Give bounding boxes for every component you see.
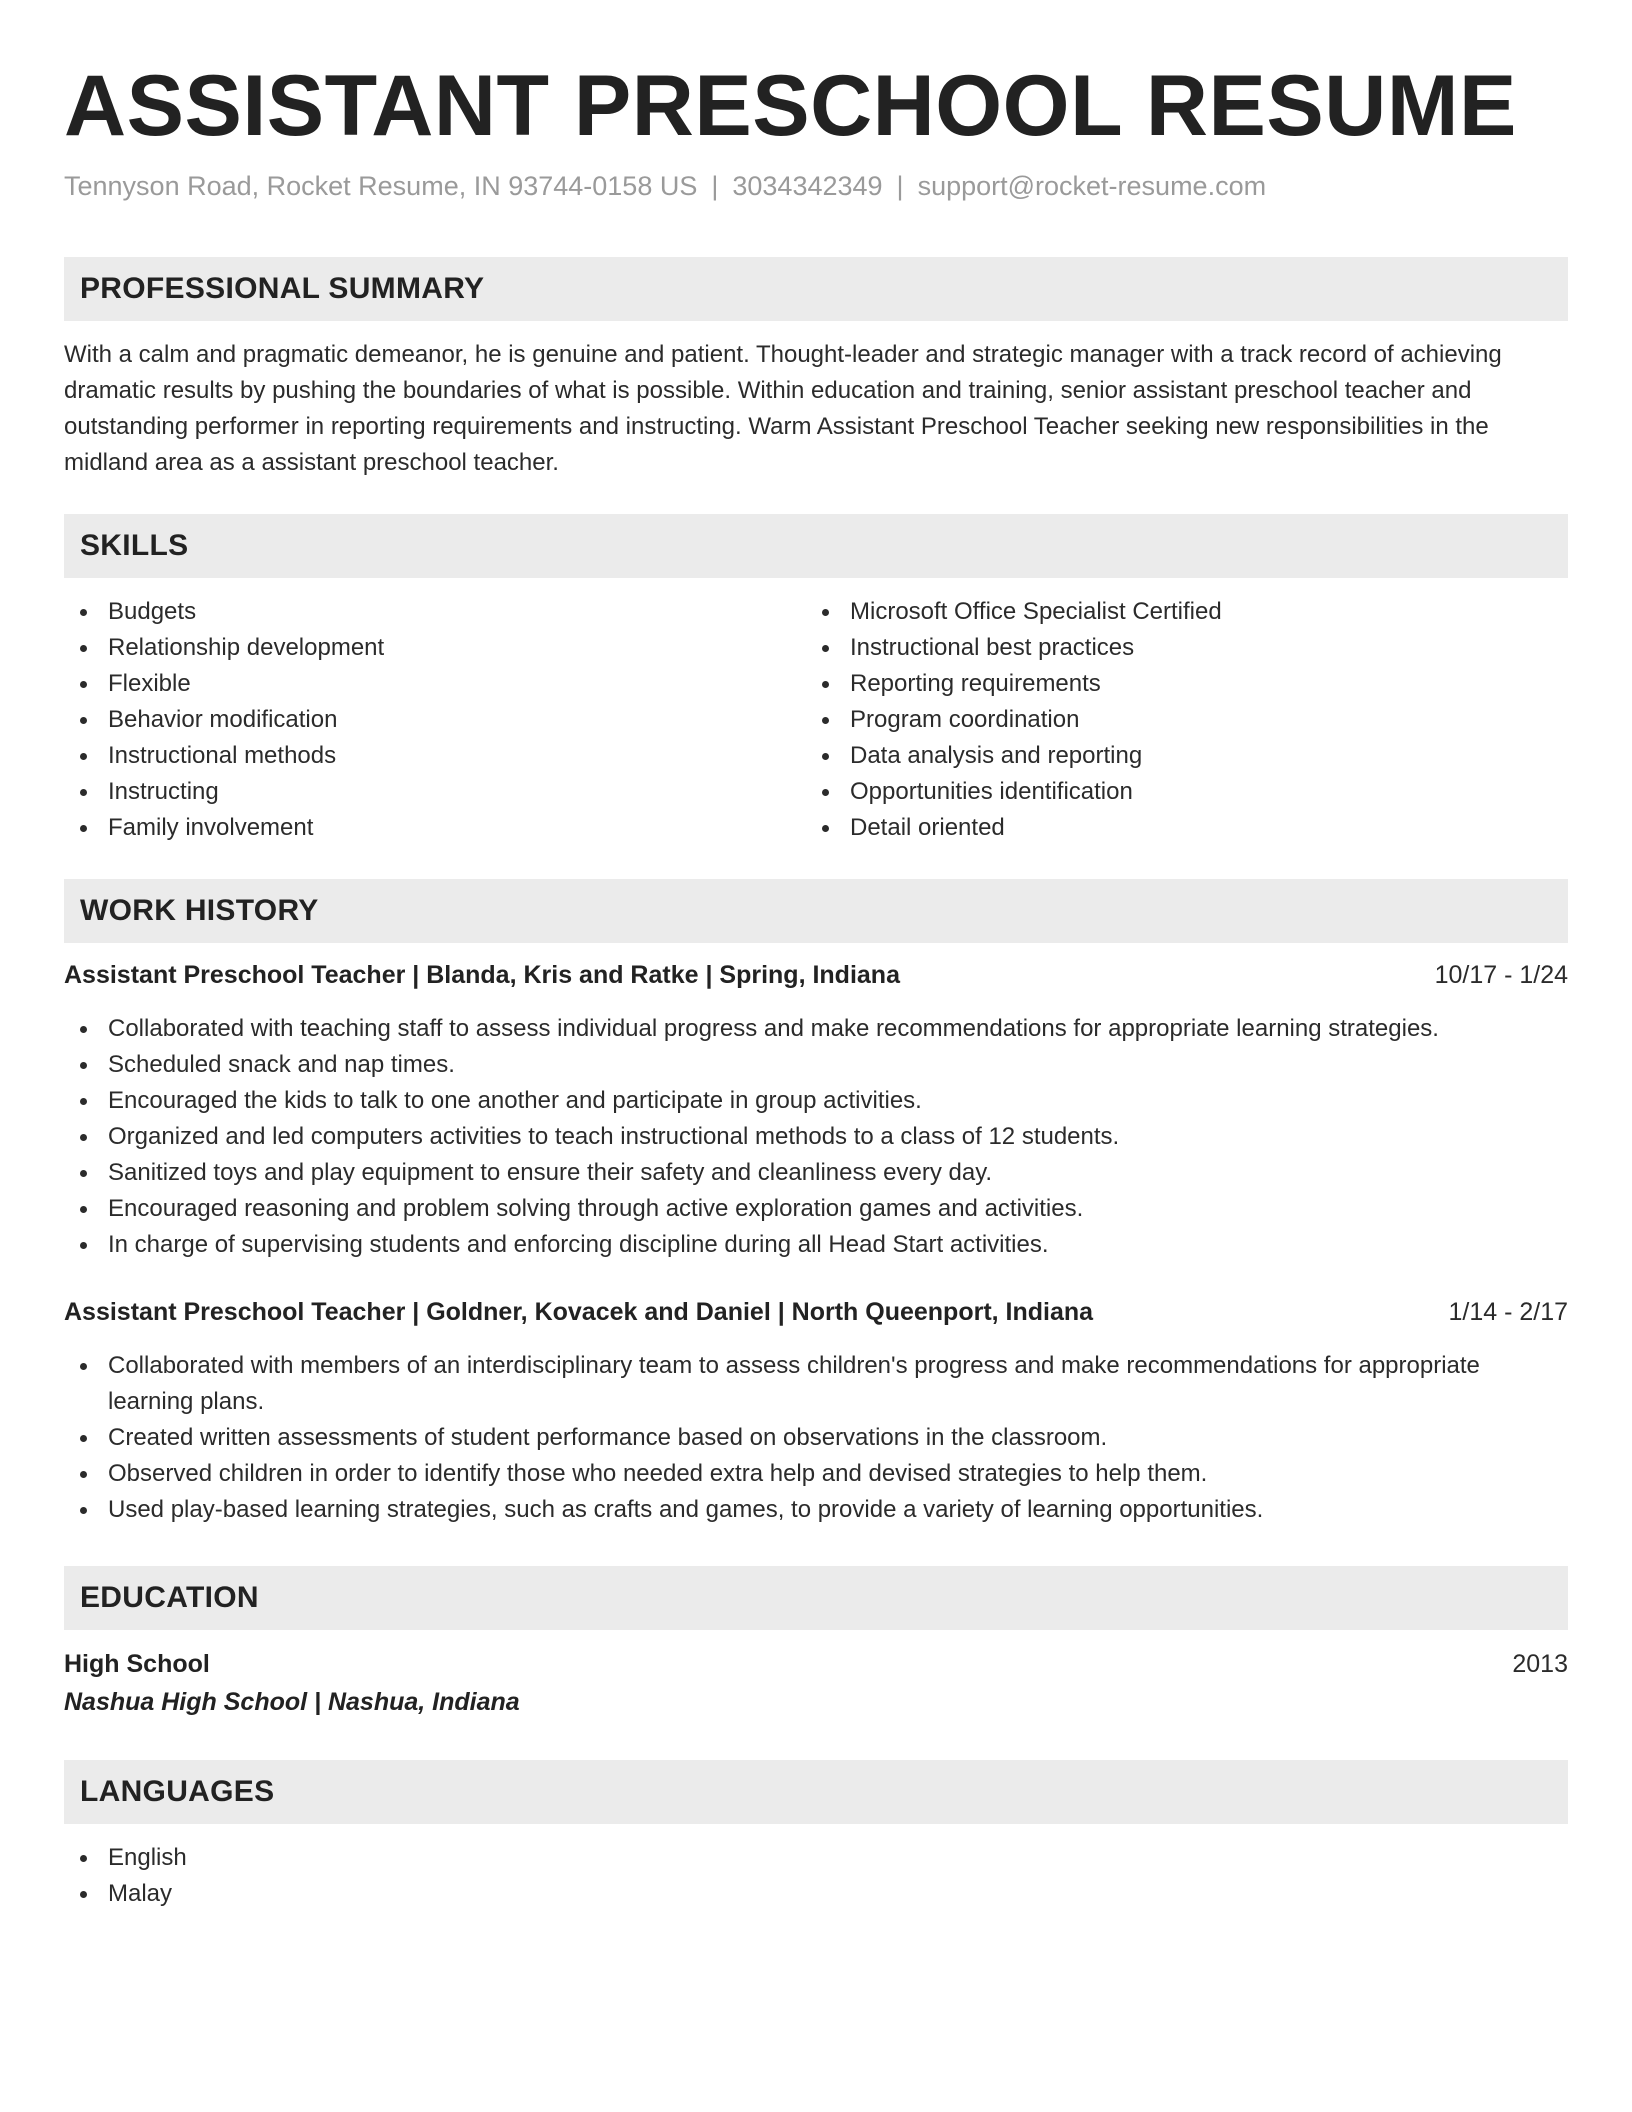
summary-heading: PROFESSIONAL SUMMARY: [64, 257, 1568, 321]
language-item: Malay: [64, 1876, 1568, 1912]
languages-heading: LANGUAGES: [64, 1760, 1568, 1824]
contact-email: support@rocket-resume.com: [917, 171, 1267, 201]
language-item: English: [64, 1840, 1568, 1876]
job-duties-list: [64, 1348, 1568, 1528]
skill-item: Opportunities identification: [806, 774, 1548, 810]
contact-separator: |: [896, 171, 904, 201]
skills-heading: SKILLS: [64, 514, 1568, 578]
contact-address: Tennyson Road, Rocket Resume, IN 93744-0158 US: [64, 171, 698, 201]
job-duty: Collaborated with teaching staff to assess individual progress and make recommendations for appropriate learning strategies.: [64, 1011, 1568, 1047]
skill-item: Instructional best practices: [806, 630, 1548, 666]
skill-item: Instructing: [64, 774, 806, 810]
job-dates: 10/17 - 1/24: [1434, 961, 1568, 989]
job-duty: Used play-based learning strategies, such as crafts and games, to provide a variety of learning opportunities.: [64, 1492, 1568, 1528]
skill-item: Instructional methods: [64, 738, 806, 774]
languages-list: [64, 1840, 1568, 1912]
job-title: Assistant Preschool Teacher | Blanda, Kris and Ratke | Spring, Indiana: [64, 961, 900, 989]
job-duty: Encouraged the kids to talk to one another and participate in group activities.: [64, 1083, 1568, 1119]
contact-line: [64, 168, 1568, 204]
contact-separator: |: [711, 171, 719, 201]
job-duty: Organized and led computers activities to teach instructional methods to a class of 12 students.: [64, 1119, 1568, 1155]
job-header: [64, 1294, 1568, 1330]
job-duty: Scheduled snack and nap times.: [64, 1047, 1568, 1083]
education-school: Nashua High School | Nashua, Indiana: [64, 1688, 520, 1716]
skills-right-list: [806, 594, 1548, 846]
skill-item: Flexible: [64, 666, 806, 702]
job-duty: In charge of supervising students and enforcing discipline during all Head Start activities.: [64, 1227, 1568, 1263]
skill-item: Data analysis and reporting: [806, 738, 1548, 774]
skill-item: Budgets: [64, 594, 806, 630]
skill-item: Relationship development: [64, 630, 806, 666]
education-year: 2013: [1512, 1650, 1568, 1678]
job-duties-list: [64, 1011, 1568, 1263]
job-title: Assistant Preschool Teacher | Goldner, Kovacek and Daniel | North Queenport, Indiana: [64, 1298, 1094, 1326]
education-degree: High School: [64, 1650, 210, 1678]
skill-item: Reporting requirements: [806, 666, 1548, 702]
job-duty: Observed children in order to identify those who needed extra help and devised strategies to help them.: [64, 1456, 1568, 1492]
skills-left-list: [64, 594, 806, 846]
job-duty: Encouraged reasoning and problem solving through active exploration games and activities.: [64, 1191, 1568, 1227]
skill-item: Family involvement: [64, 810, 806, 846]
job-duty: Collaborated with members of an interdisciplinary team to assess children's progress and make recommendations for appropriate learning plans.: [64, 1348, 1568, 1420]
skill-item: Detail oriented: [806, 810, 1548, 846]
job-dates: 1/14 - 2/17: [1448, 1298, 1568, 1326]
work-history-heading: WORK HISTORY: [64, 879, 1568, 943]
education-heading: EDUCATION: [64, 1566, 1568, 1630]
job-header: [64, 957, 1568, 993]
skill-item: Program coordination: [806, 702, 1548, 738]
contact-phone: 3034342349: [732, 171, 883, 201]
education-entry: [64, 1646, 1568, 1682]
skill-item: Microsoft Office Specialist Certified: [806, 594, 1548, 630]
resume-title: ASSISTANT PRESCHOOL RESUME: [64, 58, 1517, 154]
summary-text: With a calm and pragmatic demeanor, he is genuine and patient. Thought-leader and strategic manager with a track record of achieving dramatic results by pushing the boundaries of what is possible. Within education and training, senior assistant preschool teacher and outstanding performer in reporting requirements and instructing. Warm Assistant Preschool Teacher seeking new responsibilities in the midland area as a assistant preschool teacher.: [64, 341, 1502, 476]
job-duty: Sanitized toys and play equipment to ensure their safety and cleanliness every day.: [64, 1155, 1568, 1191]
skills-grid: [64, 594, 1568, 846]
skill-item: Behavior modification: [64, 702, 806, 738]
job-duty: Created written assessments of student performance based on observations in the classroom.: [64, 1420, 1568, 1456]
